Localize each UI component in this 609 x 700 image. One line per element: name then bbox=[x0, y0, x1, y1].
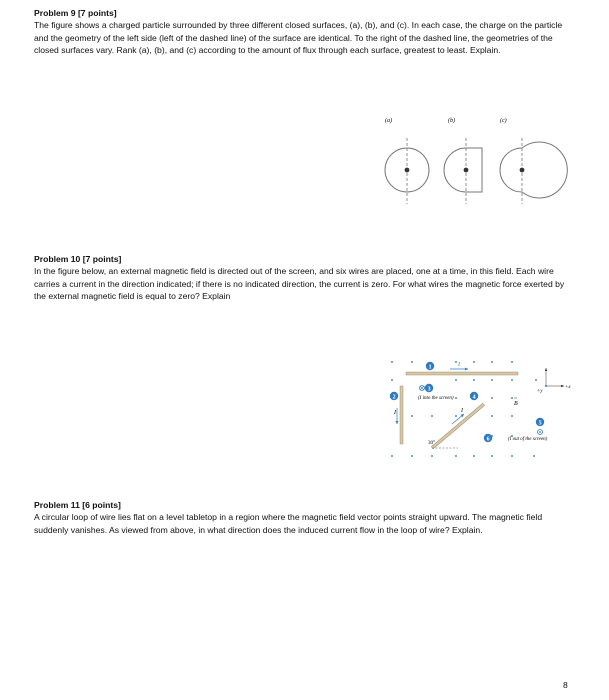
field-label-group bbox=[514, 398, 518, 407]
gauss-surfaces-figure bbox=[372, 112, 572, 214]
axis-y-label: +y bbox=[537, 389, 543, 394]
problem-10-title: Problem 10 [7 points] bbox=[34, 254, 122, 264]
problem-9 bbox=[34, 7, 574, 57]
problem-11 bbox=[34, 499, 574, 536]
surface-b bbox=[444, 138, 482, 204]
surface-a bbox=[385, 138, 429, 204]
page-number: 8 bbox=[563, 680, 568, 690]
field-label: B bbox=[514, 401, 518, 407]
wire-4-current-label: I bbox=[461, 408, 463, 414]
wire-1-number: 1 bbox=[428, 364, 432, 371]
surface-c bbox=[500, 138, 567, 204]
wire-1-current-label: I bbox=[458, 362, 460, 368]
problem-9-title: Problem 9 [7 points] bbox=[34, 8, 117, 18]
problem-10 bbox=[34, 253, 574, 303]
wire-4-number: 4 bbox=[472, 394, 476, 401]
angle-label: 30° bbox=[428, 441, 435, 446]
wire-3 bbox=[418, 384, 454, 401]
wire-5-number: 5 bbox=[538, 420, 542, 427]
wire-2-number: 2 bbox=[392, 394, 396, 401]
magnetic-wires-figure bbox=[388, 358, 578, 466]
wire-6 bbox=[484, 434, 492, 443]
wire-2-current-label: I bbox=[394, 410, 396, 416]
problem-11-text: A circular loop of wire lies flat on a level tabletop in a region where the magnetic field vector points straight upward. The magnetic field suddenly vanishes. As viewed from above, in what direction does the induced current flow in the loop of wire? Explain. bbox=[34, 512, 543, 535]
into-screen-label: (I into the screen) bbox=[418, 396, 454, 401]
wire-1 bbox=[406, 362, 518, 375]
wire-3-number: 3 bbox=[427, 386, 431, 393]
axis-x-label: +x bbox=[565, 385, 571, 390]
wire-2 bbox=[390, 386, 403, 444]
field-dots bbox=[391, 361, 537, 457]
wire-5 bbox=[508, 418, 548, 442]
problem-9-text: The figure shows a charged particle surrounded by three different closed surfaces, (a), (b), and (c). In each case, the charge on the particle and the geometry of the left side (left of the dashed line) of the surface are identical. To the right of the dashed line, the geometries of the closed surfaces vary. Rank (a), (b), and (c) according to the amount of flux through each surface, greatest to least. Explain. bbox=[34, 20, 563, 56]
label-b: (b) bbox=[448, 118, 455, 124]
problem-11-title: Problem 11 [6 points] bbox=[34, 500, 121, 510]
wire-6-number: 6 bbox=[486, 436, 490, 443]
axes bbox=[537, 368, 571, 394]
problem-10-text: In the figure below, an external magnetic field is directed out of the screen, and six wires are placed, one at a time, in this field. Each wire carries a current in the direction indicated; if there is no indicated direction, the current is zero. For what wires the magnetic force exerted by the external magnetic field is equal to zero? Explain bbox=[34, 266, 565, 302]
label-a: (a) bbox=[385, 118, 392, 124]
out-of-screen-label: (I out of the screen) bbox=[508, 437, 548, 442]
label-c: (c) bbox=[500, 118, 507, 124]
